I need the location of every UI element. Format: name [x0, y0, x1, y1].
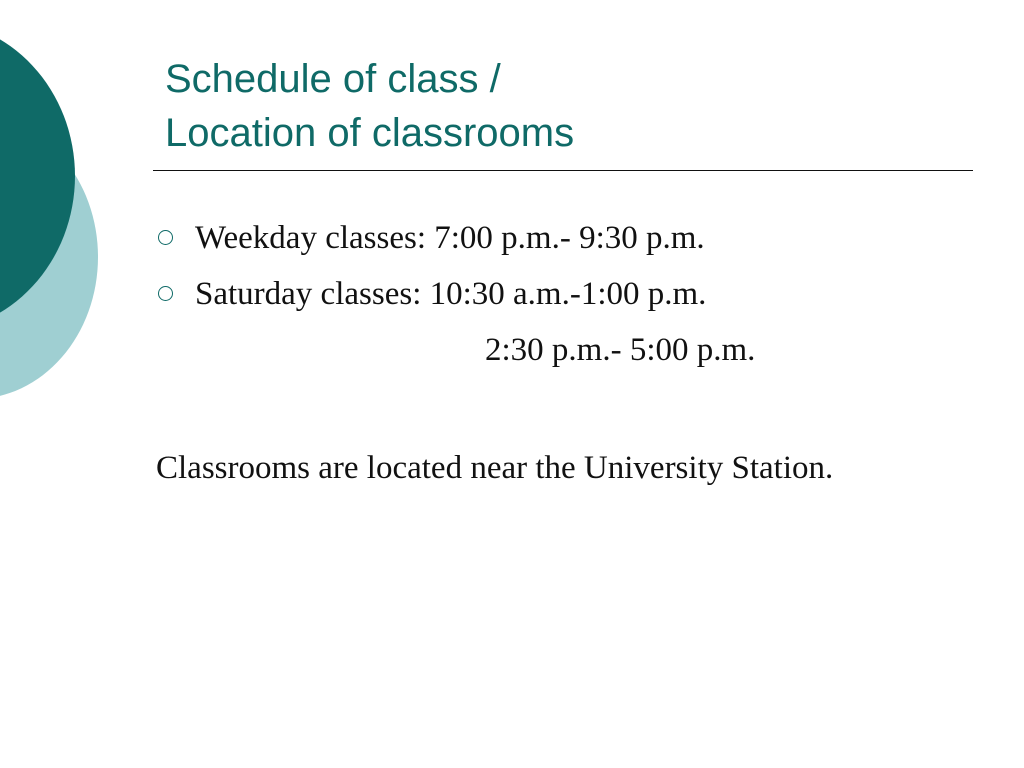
bullet-saturday-classes — [158, 271, 706, 327]
saturday-second-session: 2:30 p.m.- 5:00 p.m. — [485, 332, 756, 368]
schedule-bullet-list — [158, 215, 706, 327]
bullet-weekday-classes — [158, 215, 706, 271]
classroom-location-text: Classrooms are located near the University Station. — [156, 450, 834, 486]
bullet-text: Saturday classes: 10:30 a.m.-1:00 p.m. — [195, 276, 707, 312]
hollow-circle-bullet-icon — [158, 230, 173, 245]
bullet-text: Weekday classes: 7:00 p.m.- 9:30 p.m. — [195, 220, 705, 256]
slide-title — [165, 52, 574, 160]
title-divider — [153, 170, 973, 171]
slide-title-line-2: Location of classrooms — [165, 111, 575, 155]
slide-title-line-1: Schedule of class / — [165, 57, 501, 101]
hollow-circle-bullet-icon — [158, 286, 173, 301]
